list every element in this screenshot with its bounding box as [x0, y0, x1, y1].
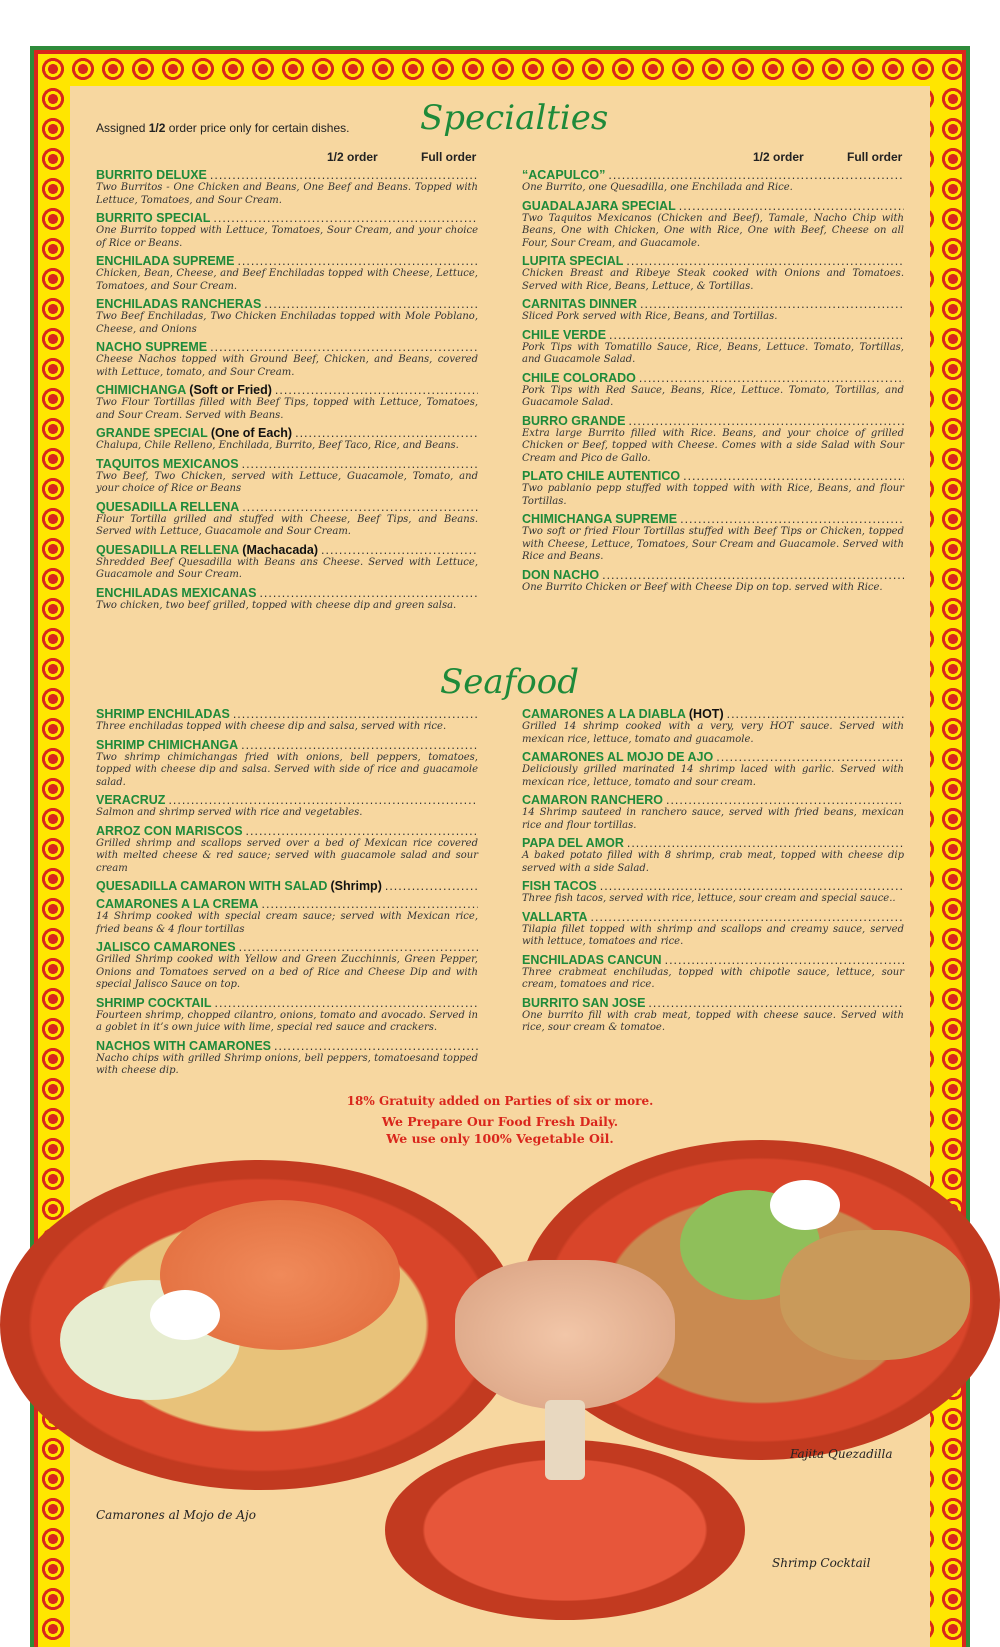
- dot-leader: [233, 707, 478, 721]
- menu-item-description: Grilled 14 shrimp cooked with a very, very HOT sauce. Served with mexican rice, lettuce, tomato and guacamole.: [522, 721, 904, 745]
- dot-leader: [666, 793, 904, 807]
- menu-item-name: BURRO GRANDE: [522, 413, 626, 428]
- menu-item-name: CAMARONES A LA CREMA: [96, 897, 259, 911]
- menu-item-description: One Burrito, one Quesadilla, one Enchilada and Rice.: [522, 182, 793, 193]
- menu-item: [96, 500, 478, 539]
- menu-item-title: [96, 879, 478, 893]
- menu-item: [522, 199, 904, 251]
- menu-item-description: Two pablanio pepp stuffed with topped with with Rice, Beans, and flour Tortillas.: [522, 483, 904, 507]
- dot-leader: [627, 836, 904, 850]
- menu-item-title: [522, 328, 904, 342]
- menu-item: [96, 254, 478, 293]
- menu-item: [96, 457, 478, 496]
- menu-item-description: Two Flour Tortillas filled with Beef Tips, topped with Lettuce, Tomatoes, and Sour Cream. Served with Beans.: [96, 397, 478, 421]
- goblet-stem: [545, 1400, 585, 1480]
- menu-item-description: Grilled Shrimp cooked with Yellow and Green Zucchinnis, Green Pepper, Onions and Tomatoes served on a bed of Rice and Cheese Dip and with special Jalisco Sauce on top.: [96, 954, 478, 990]
- menu-item-name: QUESADILLA CAMARON WITH SALAD: [96, 879, 328, 893]
- menu-item: [96, 383, 478, 422]
- gratuity-notice: 18% Gratuity added on Parties of six or more.: [346, 1094, 654, 1108]
- menu-item-name: BURRITO SAN JOSE: [522, 995, 646, 1010]
- menu-item-note: (HOT): [688, 707, 724, 721]
- dot-leader: [239, 940, 478, 954]
- seafood-left-column: [96, 707, 478, 1082]
- menu-item-title: [96, 543, 478, 557]
- dot-leader: [210, 168, 478, 182]
- menu-item-note: (Shrimp): [330, 879, 382, 893]
- menu-item-title: [96, 383, 478, 397]
- menu-item: [96, 543, 478, 582]
- menu-item-description: One Burrito topped with Lettuce, Tomatoes, Sour Cream, and your choice of Rice or Beans.: [96, 225, 478, 249]
- menu-item: [96, 879, 478, 893]
- menu-item-name: TAQUITOS MEXICANOS: [96, 456, 239, 471]
- dot-leader: [683, 469, 904, 483]
- dot-leader: [262, 897, 479, 911]
- menu-item-description: Chicken Breast and Ribeye Steak cooked with Onions and Tomatoes. Served with Rice, Beans, Lettuce, & Tortillas.: [522, 268, 904, 292]
- menu-item-note: (One of Each): [210, 426, 293, 440]
- menu-item: [522, 793, 904, 832]
- menu-item-title: [96, 426, 478, 440]
- quesadilla-illustration: [780, 1230, 970, 1360]
- menu-item-title: [522, 199, 904, 213]
- dot-leader: [628, 414, 904, 428]
- dot-leader: [275, 383, 478, 397]
- menu-item-description: Two chicken, two beef grilled, topped with cheese dip and green salsa.: [96, 599, 457, 611]
- menu-item-name: QUESADILLA RELLENA: [96, 499, 240, 514]
- menu-item: [96, 297, 478, 336]
- dot-leader: [608, 168, 904, 182]
- caption-fajita: Fajita Quezadilla: [790, 1447, 893, 1461]
- menu-item-name: SHRIMP ENCHILADAS: [96, 707, 230, 721]
- menu-item-title: [522, 254, 904, 268]
- half-order-header-left: 1/2 order: [327, 150, 378, 164]
- menu-item-title: [522, 879, 904, 893]
- caption-shrimp-cocktail: Shrimp Cocktail: [772, 1556, 871, 1570]
- menu-item-title: [96, 168, 478, 182]
- menu-item-title: [96, 1039, 478, 1053]
- menu-item-name: ARROZ CON MARISCOS: [96, 823, 243, 838]
- dot-leader: [609, 328, 904, 342]
- menu-item: [96, 1039, 478, 1078]
- menu-item-description: Two Beef, Two Chicken, served with Lettuce, Guacamole, Tomato, and your choice of Rice or Beans: [96, 470, 478, 494]
- menu-item-title: [522, 953, 904, 967]
- menu-item-description: Grilled shrimp and scallops served over a bed of Mexican rice covered with melted cheese & red sauce; served with guacamole salad and sour cream: [96, 837, 478, 874]
- dot-leader: [600, 879, 904, 893]
- menu-item-name: ENCHILADA SUPREME: [96, 254, 235, 268]
- menu-item-description: Three enchiladas topped with cheese dip and salsa, served with rice.: [96, 721, 447, 732]
- menu-item-title: [96, 457, 478, 471]
- menu-item: [522, 750, 904, 789]
- menu-item-name: LUPITA SPECIAL: [522, 254, 624, 268]
- menu-item-description: Salmon and shrimp served with rice and vegetables.: [96, 807, 363, 818]
- menu-item: [96, 426, 478, 453]
- menu-item-title: [522, 371, 904, 385]
- dot-leader: [213, 211, 478, 225]
- dot-leader: [716, 750, 904, 764]
- menu-item-name: BURRITO DELUXE: [96, 168, 207, 182]
- specialties-left-column: [96, 168, 478, 616]
- seafood-title: Seafood: [440, 662, 579, 702]
- half-order-header-right: 1/2 order: [753, 150, 804, 164]
- dot-leader: [237, 254, 478, 268]
- menu-item-description: Extra large Burrito filled with Rice. Beans, and your choice of grilled Chicken or Beef, topped with Cheese. Comes with a side Salad with Sour Cream and Pico de Gallo.: [522, 427, 904, 464]
- menu-item-description: A baked potato filled with 8 shrimp, crab meat, topped with cheese dip served with a side Salad.: [522, 850, 904, 874]
- dot-leader: [168, 793, 478, 807]
- menu-item-description: Tilapia fillet topped with shrimp and scallops and creamy sauce, served with lettuce, tomatoes and rice.: [522, 923, 904, 947]
- menu-item-description: One burrito fill with crab meat, topped with cheese sauce. Served with rice, sour cream & tomatoe.: [522, 1009, 904, 1033]
- dot-leader: [274, 1039, 478, 1053]
- dot-leader: [602, 568, 904, 582]
- specialties-title: Specialties: [420, 98, 609, 138]
- menu-item: [96, 940, 478, 992]
- dot-leader: [259, 586, 478, 600]
- dot-leader: [264, 297, 478, 311]
- menu-item: [522, 469, 904, 508]
- sour-cream-illustration-2: [770, 1180, 840, 1230]
- menu-item-description: Three crabmeat enchiludas, topped with chipotle sauce, lettuce, sour cream, tomatoes and rice.: [522, 966, 904, 990]
- menu-item: [522, 371, 904, 410]
- menu-item-title: [96, 586, 478, 600]
- menu-item-name: ENCHILADAS RANCHERAS: [96, 297, 262, 311]
- menu-item: [522, 836, 904, 875]
- menu-item-name: CAMARON RANCHERO: [522, 793, 663, 807]
- vegetable-oil-notice: We use only 100% Vegetable Oil.: [386, 1131, 614, 1146]
- menu-item-title: [96, 254, 478, 268]
- menu-item-title: [96, 940, 478, 954]
- dot-leader: [241, 738, 478, 752]
- menu-item-name: FISH TACOS: [522, 879, 597, 893]
- menu-item: [522, 953, 904, 992]
- menu-item: [96, 793, 478, 820]
- menu-item-title: [522, 297, 904, 311]
- menu-item-note: (Machacada): [242, 542, 319, 557]
- menu-item-title: [522, 414, 904, 428]
- menu-item-name: CAMARONES A LA DIABLA: [522, 707, 686, 721]
- menu-item-name: CARNITAS DINNER: [522, 297, 638, 311]
- menu-item-description: Chalupa, Chile Relleno, Enchilada, Burrito, Beef Taco, Rice, and Beans.: [96, 440, 459, 451]
- half-order-note: Assigned 1/2 order price only for certain dishes.: [96, 121, 350, 135]
- menu-item-name: NACHOS WITH CAMARONES: [96, 1038, 271, 1053]
- menu-item-title: [96, 897, 478, 911]
- dot-leader: [640, 297, 904, 311]
- menu-item-name: PAPA DEL AMOR: [522, 836, 624, 850]
- seafood-right-column: [522, 707, 904, 1039]
- menu-item-description: Two Burritos - One Chicken and Beans, One Beef and Beans. Topped with Lettuce, Tomatoes, and Sour Cream.: [96, 182, 478, 206]
- menu-item-name: DON NACHO: [522, 567, 600, 582]
- menu-item: [522, 328, 904, 367]
- menu-item-description: Pork Tips with Red Sauce, Beans, Rice, Lettuce. Tomato, Tortillas, and Guacamole Salad.: [522, 384, 904, 408]
- dot-leader: [591, 910, 905, 924]
- dot-leader: [295, 426, 478, 440]
- menu-item: [96, 996, 478, 1035]
- dot-leader: [321, 543, 478, 557]
- menu-item-title: [522, 469, 904, 483]
- menu-item-name: CHILE COLORADO: [522, 370, 636, 385]
- menu-item-description: Nacho chips with grilled Shrimp onions, bell peppers, tomatoesand topped with cheese dip.: [96, 1052, 478, 1076]
- menu-item-name: VALLARTA: [522, 909, 588, 924]
- menu-item-description: Deliciously grilled marinated 14 shrimp laced with garlic. Served with mexican rice, lettuce, tomato and sour cream.: [522, 764, 904, 788]
- menu-item: [96, 707, 478, 734]
- menu-item-description: Chicken, Bean, Cheese, and Beef Enchiladas topped with Cheese, Lettuce, Tomatoes, and Sour Cream.: [96, 268, 478, 292]
- menu-item-name: “ACAPULCO”: [522, 168, 606, 182]
- menu-item: [522, 910, 904, 949]
- menu-item-name: JALISCO CAMARONES: [96, 940, 236, 954]
- menu-item-title: [522, 512, 904, 526]
- menu-item-description: Fourteen shrimp, chopped cilantro, onions, tomato and avocado. Served in a goblet in it’s own juice with lime, special red sauce and crackers.: [96, 1009, 478, 1033]
- caption-camarones: Camarones al Mojo de Ajo: [96, 1508, 256, 1522]
- menu-item: [96, 738, 478, 790]
- menu-item-title: [522, 836, 904, 850]
- menu-item: [522, 297, 904, 324]
- menu-item-description: One Burrito Chicken or Beef with Cheese Dip on top. served with Rice.: [522, 581, 883, 593]
- menu-item-title: [522, 707, 904, 721]
- full-order-header-left: Full order: [421, 150, 477, 164]
- menu-item: [522, 568, 904, 595]
- menu-item-description: Cheese Nachos topped with Ground Beef, Chicken, and Beans, covered with Lettuce, tomato, and Sour Cream.: [96, 354, 478, 378]
- menu-item: [522, 254, 904, 293]
- menu-item-description: Shredded Beef Quesadilla with Beans ans Cheese. Served with Lettuce, Guacamole and Sour Cream.: [96, 556, 478, 580]
- menu-item-name: SHRIMP CHIMICHANGA: [96, 737, 239, 752]
- dot-leader: [385, 879, 478, 893]
- menu-item-description: Two shrimp chimichangas fried with onions, bell peppers, tomatoes, topped with cheese dip and salsa. Served with side of rice and guacamole salad.: [96, 751, 478, 788]
- menu-item-name: CAMARONES AL MOJO DE AJO: [522, 750, 714, 764]
- menu-item: [522, 168, 904, 195]
- menu-item: [522, 707, 904, 746]
- menu-item-title: [96, 824, 478, 838]
- menu-item-description: 14 Shrimp cooked with special cream sauce; served with Mexican rice, fried beans & 4 flour tortillas: [96, 911, 478, 935]
- menu-item-title: [522, 168, 904, 182]
- full-order-header-right: Full order: [847, 150, 903, 164]
- menu-item-title: [96, 707, 478, 721]
- dot-leader: [639, 371, 904, 385]
- menu-item: [522, 414, 904, 466]
- menu-item-title: [522, 750, 904, 764]
- menu-item-name: CHILE VERDE: [522, 327, 607, 342]
- menu-item-title: [522, 910, 904, 924]
- dot-leader: [242, 500, 478, 514]
- menu-item-name: GRANDE SPECIAL: [96, 426, 208, 440]
- menu-item-name: CHIMICHANGA SUPREME: [522, 512, 678, 526]
- menu-item-description: Pork Tips with Tomatillo Sauce, Rice, Beans, Lettuce. Tomato, Tortillas, and Guacamole Salad.: [522, 341, 904, 365]
- shrimp-cocktail-goblet-photo: [455, 1260, 675, 1410]
- menu-item: [96, 824, 478, 876]
- menu-item-title: [96, 738, 478, 752]
- menu-item-title: [96, 500, 478, 514]
- menu-item-name: GUADALAJARA SPECIAL: [522, 198, 676, 213]
- menu-item: [522, 879, 904, 906]
- dot-leader: [242, 457, 478, 471]
- camarones-plate-photo: [0, 1160, 520, 1490]
- menu-item: [96, 168, 478, 207]
- menu-item-description: 14 Shrimp sauteed in ranchero sauce, served with fried beans, mexican rice and flour tortillas.: [522, 807, 904, 831]
- menu-item: [96, 586, 478, 613]
- menu-item-title: [522, 996, 904, 1010]
- menu-item-title: [96, 340, 478, 354]
- menu-item-title: [96, 211, 478, 225]
- sour-cream-illustration: [150, 1290, 220, 1340]
- menu-item-name: PLATO CHILE AUTENTICO: [522, 469, 681, 483]
- menu-item-title: [522, 568, 904, 582]
- dot-leader: [246, 824, 478, 838]
- dot-leader: [210, 340, 478, 354]
- specialties-right-column: [522, 168, 904, 598]
- menu-item: [522, 512, 904, 564]
- dot-leader: [680, 512, 904, 526]
- menu-item-title: [96, 996, 478, 1010]
- menu-item-name: SHRIMP COCKTAIL: [96, 995, 212, 1010]
- menu-item-name: CHIMICHANGA: [96, 383, 187, 397]
- menu-item: [96, 340, 478, 379]
- menu-item-description: Two Taquitos Mexicanos (Chicken and Beef), Tamale, Nacho Chip with Beans, One with Chicken, One with Rice, One with Beef, Cheese on all Four, Sour Cream, and Guacamole.: [522, 212, 904, 249]
- menu-item-description: Flour Tortilla grilled and stuffed with Cheese, Beef Tips, and Beans. Served with Lettuce, Guacamole and Sour Cream.: [96, 513, 478, 537]
- fresh-food-notice: We Prepare Our Food Fresh Daily.: [381, 1114, 619, 1129]
- menu-item-title: [522, 793, 904, 807]
- dot-leader: [679, 199, 904, 213]
- dot-leader: [626, 254, 904, 268]
- menu-item-title: [96, 297, 478, 311]
- menu-item-description: Two Beef Enchiladas, Two Chicken Enchiladas topped with Mole Poblano, Cheese, and Onions: [96, 311, 478, 335]
- menu-item-title: [96, 793, 478, 807]
- dot-leader: [665, 953, 904, 967]
- dot-leader: [648, 996, 904, 1010]
- menu-item-description: Two soft or fried Flour Tortillas stuffed with Beef Tips or Chicken, topped with Cheese, Lettuce, Tomatoes, Sour Cream and Guacamole. Served with Rice and Beans.: [522, 526, 904, 562]
- menu-item-name: VERACRUZ: [96, 793, 166, 807]
- menu-item: [96, 897, 478, 936]
- menu-item-note: (Soft or Fried): [189, 383, 272, 397]
- menu-item-description: Sliced Pork served with Rice, Beans, and Tortillas.: [522, 311, 778, 322]
- menu-item: [522, 996, 904, 1035]
- menu-item-description: Three fish tacos, served with rice, lettuce, sour cream and special sauce..: [522, 893, 896, 904]
- menu-item-name: ENCHILADAS CANCUN: [522, 952, 662, 967]
- menu-item-name: NACHO SUPREME: [96, 340, 208, 354]
- menu-item-name: BURRITO SPECIAL: [96, 211, 211, 225]
- menu-item-name: QUESADILLA RELLENA: [96, 542, 240, 557]
- menu-item: [96, 211, 478, 250]
- dot-leader: [215, 996, 478, 1010]
- menu-item-name: ENCHILADAS MEXICANAS: [96, 585, 257, 600]
- dot-leader: [727, 707, 904, 721]
